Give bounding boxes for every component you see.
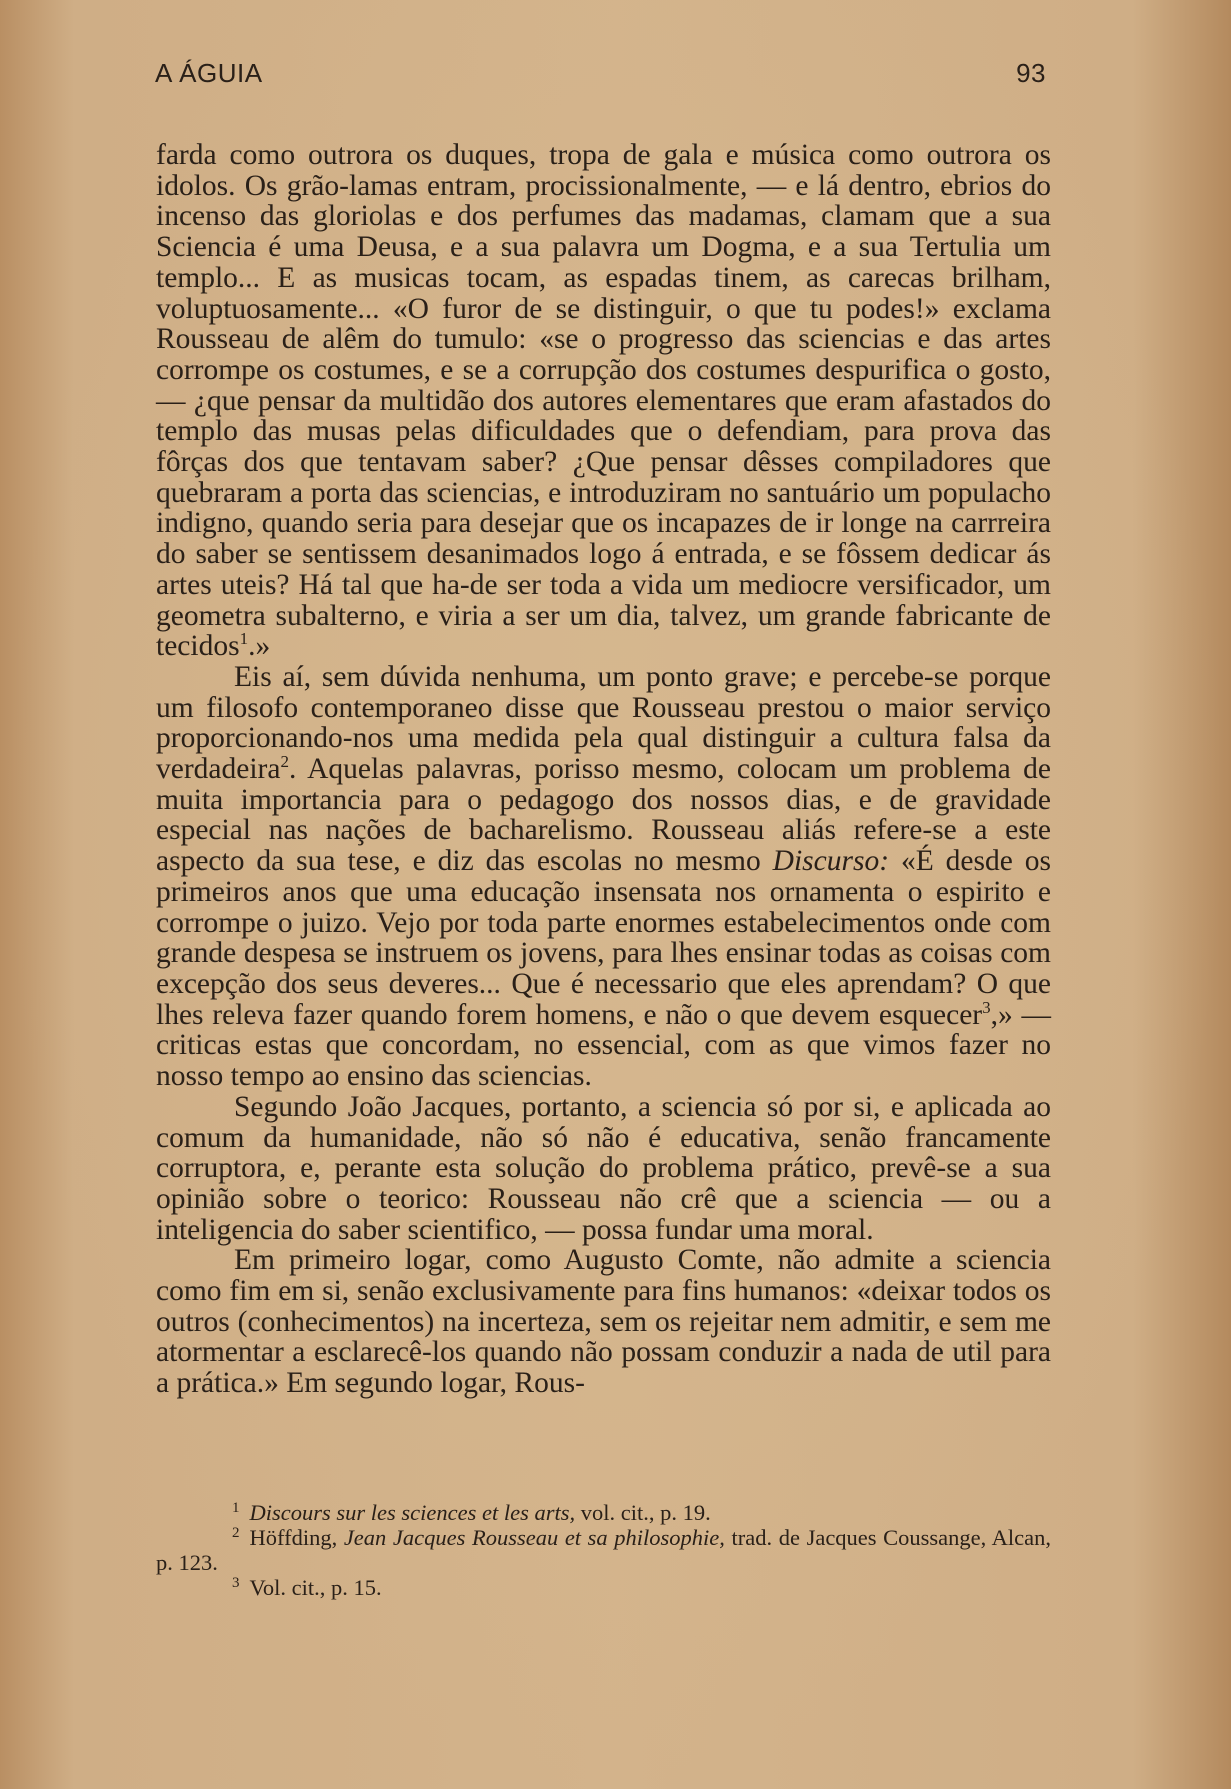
paragraph-2-text-c: «É desde os primeiros anos que uma educação insensata nos ornamenta o espirito e corrompe o juizo. Vejo por toda parte enormes estabelecimentos onde com grande despesa se instruem os jovens, para lhes ensinar todas as coisas com excepção dos seus deveres... Que é necessario que eles aprendam? O que lhes releva fazer quando forem homens, e não o que devem esquecer — [156, 845, 1052, 1031]
footnote-1 — [156, 1500, 1051, 1525]
paragraph-1 — [156, 140, 1051, 662]
footnote-3-number: 3 — [232, 1574, 240, 1591]
footnotes — [156, 1500, 1051, 1600]
footnote-ref-3: 3 — [982, 997, 991, 1017]
paragraph-2-text-a: Eis aí, sem dúvida nenhuma, um ponto grave; e percebe-se porque um filosofo contemporaneo disse que Rousseau prestou o maior serviço proporcionando-nos uma medida pela qual distinguir a cultura falsa da verdadeira — [156, 660, 1051, 786]
footnote-2-title: Jean Jacques Rousseau et sa philosophie, — [343, 1525, 725, 1550]
paragraph-3: Segundo João Jacques, portanto, a sciencia só por si, e aplicada ao comum da humanidade, não só não é educativa, senão francamente corruptora, e, perante esta solução do problema prático, prevê-se a sua opinião sobre o teorico: Rousseau não crê que a sciencia — ou a inteligencia do saber scientifico, — possa fundar uma moral. — [156, 1090, 1051, 1246]
footnote-2 — [156, 1525, 1051, 1575]
footnote-3 — [156, 1575, 1051, 1600]
paragraph-1-text: farda como outrora os duques, tropa de gala e música como outrora os idolos. Os grão-lamas entram, procissionalmente, — e lá dentro, ebrios do incenso das gloriolas e dos perfumes das madamas, clamam que a sua Sciencia é uma Deusa, e a sua palavra um Dogma, e a sua Tertulia um templo... E as musicas tocam, as espadas tinem, as carecas brilham, voluptuosamente... «O furor de se distinguir, o que tu podes!» exclama Rousseau de alêm do tumulo: «se o progresso das sciencias e das artes corrompe os costumes, e se a corrupção dos costumes despurifica o gosto, — ¿que pensar da multidão dos autores elementares que eram afastados do templo das musas pelas dificuldades que o defendiam, para prova das fôrças dos que tentavam saber? ¿Que pensar dêsses compiladores que quebraram a porta das sciencias, e introduziram no santuário um populacho indigno, quando seria para desejar que os incapazes de ir longe na carrreira do saber se sentissem desanimados logo á entrada, e se fôssem dedicar ás artes uteis? Há tal que ha-de ser toda a vida um mediocre versificador, um geometra subalterno, e viria a ser um dia, talvez, um grande fabricante de tecidos — [156, 139, 1051, 663]
footnote-3-text: Vol. cit., p. 15. — [249, 1575, 382, 1600]
main-text — [156, 140, 1051, 1399]
paragraph-2-text-d: ,» — criticas estas que concordam, no essencial, com as que vimos fazer no nosso tempo ao ensino das sciencias. — [156, 998, 1052, 1093]
page-number: 93 — [1016, 58, 1046, 88]
italic-title: Discurso: — [772, 845, 890, 878]
paragraph-4: Em primeiro logar, como Augusto Comte, não admite a sciencia como fim em si, senão exclusivamente para fins humanos: «deixar todos os outros (conhecimentos) na incerteza, sem os rejeitar nem admitir, e sem me atormentar a esclarecê-los quando não possam conduzir a nada de util para a prática.» Em segundo logar, Rous- — [156, 1244, 1051, 1400]
footnote-ref-2: 2 — [280, 752, 289, 772]
footnote-ref-1: 1 — [239, 629, 249, 649]
paragraph-1-end: .» — [248, 630, 271, 663]
paragraph-2 — [156, 662, 1051, 1092]
running-title: A ÁGUIA — [155, 58, 263, 88]
footnote-2-text: trad. de Jacques Coussange, Alcan, p. 123. — [156, 1525, 1051, 1575]
footnote-2-number: 2 — [232, 1524, 240, 1541]
footnote-2-author: Höffding, — [249, 1525, 344, 1550]
footnote-1-title: Discours sur les sciences et les arts, — [249, 1500, 576, 1525]
paragraph-2-text-b: . Aquelas palavras, porisso mesmo, colocam um problema de muita importancia para o pedagogo dos nossos dias, e de gravidade especial nas nações de bacharelismo. Rousseau aliás refere-se a este aspecto da sua tese, e diz das escolas no mesmo — [156, 753, 1051, 878]
page-header — [155, 58, 1046, 89]
footnote-1-text: vol. cit., p. 19. — [575, 1500, 711, 1525]
footnote-1-number: 1 — [232, 1499, 240, 1516]
